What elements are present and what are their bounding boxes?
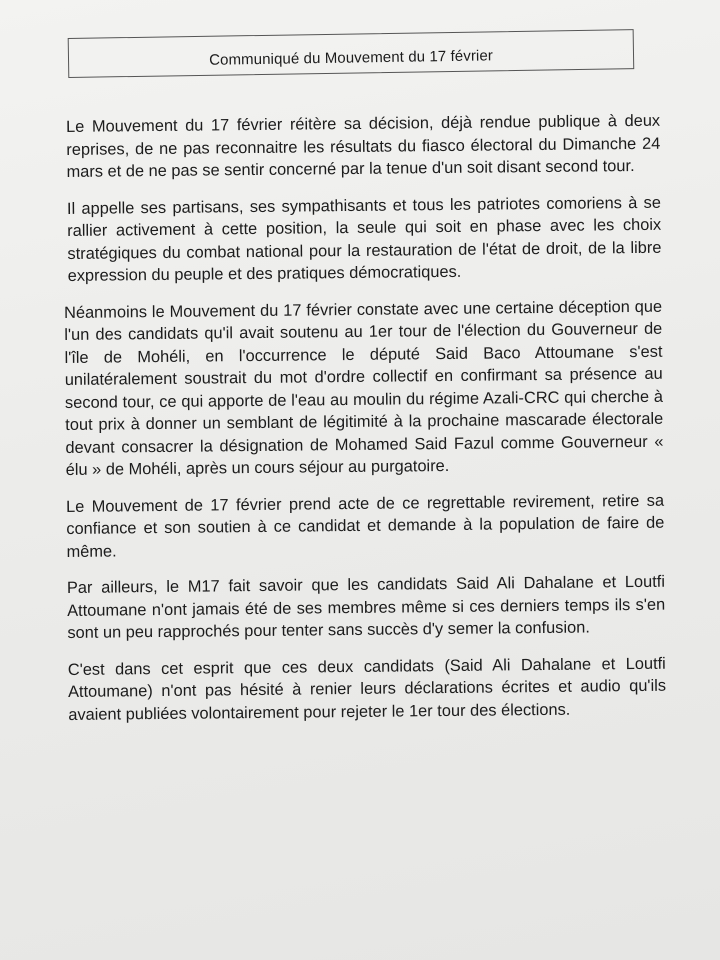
document-body bbox=[62, 110, 667, 740]
paragraph-5: Par ailleurs, le M17 fait savoir que les candidats Said Ali Dahalane et Loutfi Attoumane n'ont jamais été de ses membres même si ces derniers temps ils s'en sont un peu rapprochés pour tenter sans succès d'y semer la confusion. bbox=[66, 572, 666, 642]
paragraph-1: Le Mouvement du 17 février réitère sa décision, déjà rendue publique à deux reprises, de ne pas reconnaitre les résultats du fiasco électoral du Dimanche 24 mars et de ne pas se sentir concerné par la tenue d'un soit disant second tour. bbox=[66, 111, 661, 181]
paragraph-6: C'est dans cet esprit que ces deux candidats (Said Ali Dahalane et Loutfi Attoumane) n'ont pas hésité à renier leurs déclarations écrites et audio qu'ils avaient publiées volontairement pour rejeter le 1er tour des élections. bbox=[67, 654, 667, 724]
title-box bbox=[68, 29, 635, 78]
paragraph-4: Le Mouvement de 17 février prend acte de ce regrettable revirement, retire sa confiance et son soutien à ce candidat et demande à la population de faire de même. bbox=[65, 491, 665, 561]
paragraph-2: Il appelle ses partisans, ses sympathisants et tous les patriotes comoriens à se rallier activement à cette position, la seule qui soit en phase avec les choix stratégiques du combat national pour la restauration de l'état de droit, de la libre expression du peuple et des pratiques démocratiques. bbox=[66, 193, 662, 285]
document-title: Communiqué du Mouvement du 17 février bbox=[208, 47, 494, 69]
paragraph-3: Néanmoins le Mouvement du 17 février constate avec une certaine déception que l'un des candidats qu'il avait soutenu au 1er tour de l'élection du Gouverneur de l'île de Mohéli, en l'occurrence le député Said Baco Attoumane s'est unilatéralement soustrait du mot d'ordre collectif en confirmant sa présence au second tour, ce qui apporte de l'eau au moulin du régime Azali-CRC qui cherche à tout prix à donner un semblant de légitimité à la prochaine mascarade électorale devant consacrer la désignation de Mohamed Said Fazul comme Gouverneur « élu » de Mohéli, après un cours séjour au purgatoire. bbox=[63, 297, 664, 479]
